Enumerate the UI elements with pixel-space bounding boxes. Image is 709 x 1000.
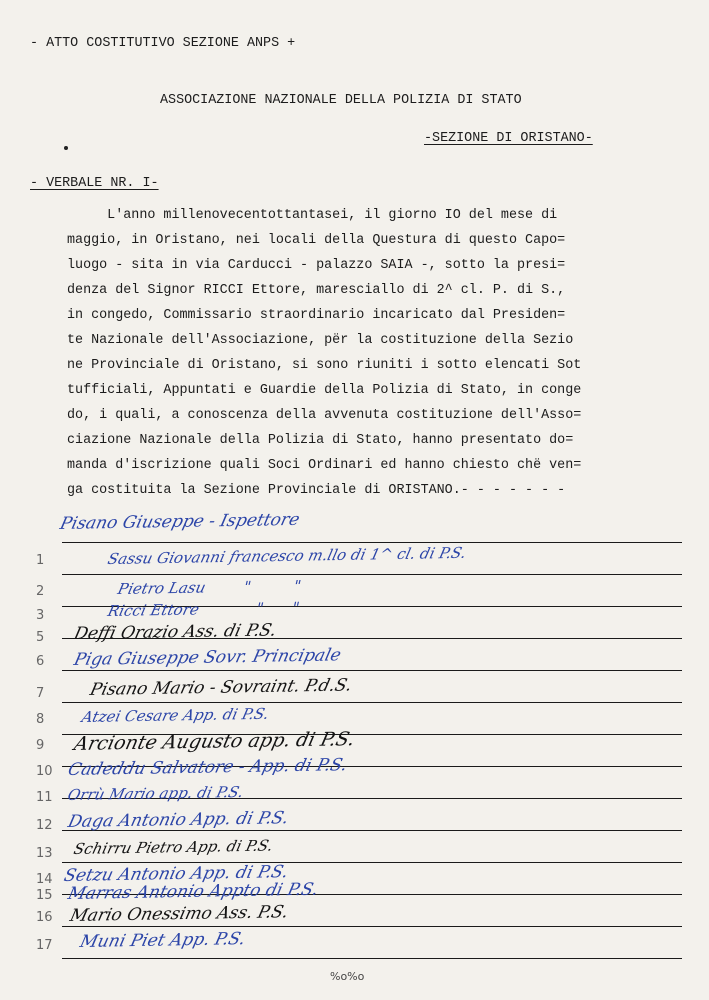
signature: Sassu Giovanni francesco m.llo di 1^ cl. di P.S. <box>106 543 468 568</box>
line-number: 9 <box>36 738 45 753</box>
line-number: 10 <box>36 764 53 779</box>
body-line: L'anno millenovecentottantasei, il giorno IO del mese di <box>67 208 558 223</box>
signature: Daga Antonio App. di P.S. <box>66 808 291 832</box>
signature: Piga Giuseppe Sovr. Principale <box>72 645 344 670</box>
signature: Orrù Mario app. di P.S. <box>66 782 246 804</box>
ink-dot <box>64 146 68 150</box>
line-number: 2 <box>36 584 45 599</box>
line-number: 6 <box>36 654 45 669</box>
line-number: 14 <box>36 872 53 887</box>
signature: Schirru Pietro App. di P.S. <box>72 836 275 858</box>
line-number: 13 <box>36 846 53 861</box>
line-number: 17 <box>36 938 53 953</box>
body-line: tufficiali, Appuntati e Guardie della Polizia di Stato, in conge <box>67 383 582 398</box>
line-number: 3 <box>36 608 45 623</box>
body-line: te Nazionale dell'Associazione, për la costituzione della Sezio <box>67 333 574 348</box>
line-number: 16 <box>36 910 53 925</box>
body-line: ciazione Nazionale della Polizia di Stato, hanno presentato do= <box>67 433 574 448</box>
document-title: - ATTO COSTITUTIVO SEZIONE ANPS + <box>30 36 296 51</box>
signature-rule <box>62 958 682 959</box>
line-number: 11 <box>36 790 53 805</box>
signature: Muni Piet App. P.S. <box>78 929 248 952</box>
signature-rule <box>62 702 682 703</box>
line-number: 1 <box>36 553 45 568</box>
line-number: 8 <box>36 712 45 727</box>
body-line: manda d'iscrizione quali Soci Ordinari ed hanno chiesto chë ven= <box>67 458 582 473</box>
body-line: ga costituita la Sezione Provinciale di ORISTANO.- - - - - - - <box>67 483 566 498</box>
signature: Pisano Mario - Sovraint. P.d.S. <box>88 675 354 700</box>
line-number: 5 <box>36 630 45 645</box>
signature: Pisano Giuseppe - Ispettore <box>58 509 302 534</box>
signature: Pietro Lasu " " <box>116 576 303 598</box>
line-number: 12 <box>36 818 53 833</box>
body-line: luogo - sita in via Carducci - palazzo SAIA -, sotto la presi= <box>67 258 566 273</box>
signature: Marras Antonio Appto di P.S. <box>66 879 321 904</box>
signature: Cadeddu Salvatore - App. di P.S. <box>66 755 350 780</box>
signature-rule <box>62 926 682 927</box>
signature: Arcionte Augusto app. di P.S. <box>72 728 357 755</box>
signature: Mario Onessimo Ass. P.S. <box>68 902 291 926</box>
body-line: denza del Signor RICCI Ettore, maresciallo di 2^ cl. P. di S., <box>67 283 566 298</box>
body-line: maggio, in Oristano, nei locali della Questura di questo Capo= <box>67 233 566 248</box>
signature: Atzei Cesare App. di P.S. <box>80 704 271 726</box>
signature-rule <box>62 542 682 543</box>
signature-rule <box>62 670 682 671</box>
body-line: in congedo, Commissario straordinario incaricato dal Presiden= <box>67 308 566 323</box>
signature-rule <box>62 862 682 863</box>
organization-name: ASSOCIAZIONE NAZIONALE DELLA POLIZIA DI STATO <box>160 93 522 108</box>
signature: Setzu Antonio App. di P.S. <box>62 862 291 886</box>
section-name: -SEZIONE DI ORISTANO- <box>424 131 593 146</box>
body-line: ne Provinciale di Oristano, si sono riuniti i sotto elencati Sot <box>67 358 582 373</box>
signature: Ricci Ettore " " <box>106 598 302 620</box>
page-stamp: %o%o <box>330 970 365 983</box>
signature: Deffi Orazio Ass. di P.S. <box>72 620 279 644</box>
line-number: 15 <box>36 888 53 903</box>
signature-rule <box>62 574 682 575</box>
line-number: 7 <box>36 686 45 701</box>
minutes-number: - VERBALE NR. I- <box>30 176 159 191</box>
body-line: do, i quali, a conoscenza della avvenuta costituzione dell'Asso= <box>67 408 582 423</box>
